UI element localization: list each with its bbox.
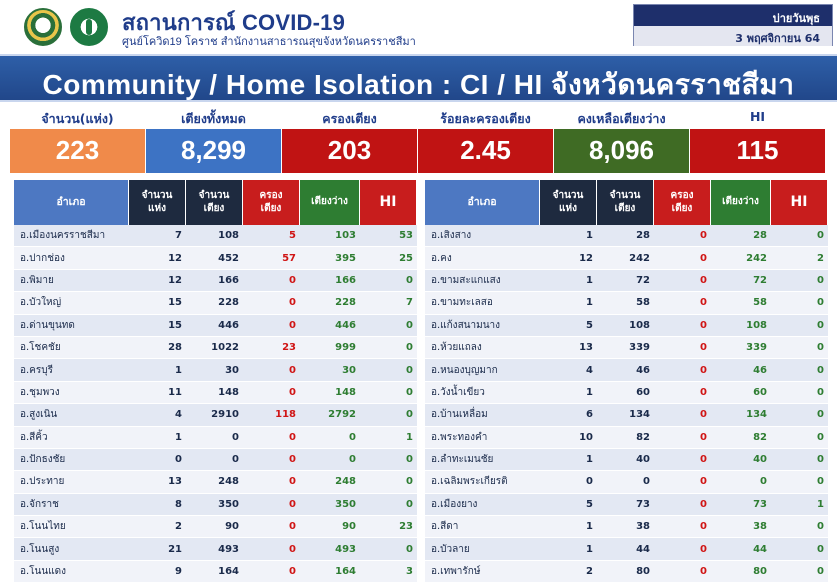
cell-hi: 0 [817, 274, 824, 286]
cell-hi: 0 [817, 454, 824, 466]
cell-hi: 0 [406, 274, 413, 286]
cell-beds: 1022 [211, 342, 239, 354]
cell-free: 60 [753, 386, 767, 398]
table-row [14, 292, 417, 314]
cell-free: 2792 [328, 409, 356, 421]
cell-sites: 28 [168, 342, 182, 354]
cell-occupied: 0 [700, 274, 707, 286]
cell-occupied: 0 [700, 521, 707, 533]
cell-district: อ.สูงเนิน [20, 409, 58, 421]
header-free: เตียงว่าง [300, 180, 360, 225]
cell-district: อ.ด่านขุนทด [20, 319, 75, 331]
cell-sites: 11 [168, 386, 182, 398]
summary-value: 8,299 [146, 129, 281, 173]
table-row [425, 471, 828, 493]
cell-hi: 0 [817, 521, 824, 533]
summary-value: 203 [282, 129, 417, 173]
summary-label: HI [690, 105, 825, 129]
table-row [14, 449, 417, 471]
cell-occupied: 0 [700, 342, 707, 354]
cell-occupied: 0 [289, 274, 296, 286]
cell-beds: 248 [218, 476, 239, 488]
header-hi: HI [360, 180, 417, 225]
cell-free: 58 [753, 297, 767, 309]
cell-beds: 44 [636, 543, 650, 555]
cell-district: อ.ประทาย [20, 476, 65, 488]
cell-occupied: 0 [700, 454, 707, 466]
cell-hi: 23 [399, 521, 413, 533]
table-row [14, 427, 417, 449]
header-hi: HI [771, 180, 828, 225]
table-row [14, 337, 417, 359]
cell-free: 0 [349, 454, 356, 466]
cell-district: อ.โชคชัย [20, 342, 61, 354]
cell-hi: 0 [817, 431, 824, 443]
table-row [425, 247, 828, 269]
table-row [425, 538, 828, 560]
table-row [425, 225, 828, 247]
cell-hi: 0 [817, 297, 824, 309]
cell-free: 108 [746, 319, 767, 331]
cell-sites: 5 [586, 319, 593, 331]
cell-district: อ.โนนไทย [20, 521, 66, 533]
table-row [425, 337, 828, 359]
cell-sites: 6 [586, 409, 593, 421]
cell-occupied: 0 [289, 386, 296, 398]
cell-beds: 46 [636, 364, 650, 376]
banner [0, 54, 837, 102]
cell-hi: 0 [817, 409, 824, 421]
cell-hi: 0 [817, 319, 824, 331]
header-beds: จำนวน เตียง [597, 180, 654, 225]
cell-beds: 0 [232, 431, 239, 443]
cell-free: 40 [753, 454, 767, 466]
cell-beds: 166 [218, 274, 239, 286]
cell-district: อ.สีดา [431, 521, 459, 533]
cell-occupied: 0 [289, 364, 296, 376]
summary-total-beds [146, 105, 281, 175]
cell-hi: 1 [406, 431, 413, 443]
cell-district: อ.ลำทะเมนชัย [431, 454, 494, 466]
summary-occupancy-percent [418, 105, 553, 175]
cell-beds: 2910 [211, 409, 239, 421]
cell-occupied: 0 [700, 319, 707, 331]
cell-beds: 350 [218, 498, 239, 510]
cell-beds: 164 [218, 566, 239, 578]
cell-sites: 1 [586, 454, 593, 466]
cell-free: 73 [753, 498, 767, 510]
cell-district: อ.บ้านเหลื่อม [431, 409, 488, 421]
cell-free: 148 [335, 386, 356, 398]
cell-hi: 0 [817, 230, 824, 242]
cell-free: 72 [753, 274, 767, 286]
cell-hi: 0 [817, 342, 824, 354]
cell-district: อ.แก้งสนามนาง [431, 319, 501, 331]
cell-occupied: 0 [700, 498, 707, 510]
cell-occupied: 0 [700, 386, 707, 398]
cell-sites: 8 [175, 498, 182, 510]
summary-label: ครองเตียง [282, 105, 417, 129]
table-row [14, 247, 417, 269]
cell-hi: 0 [406, 319, 413, 331]
cell-district: อ.โนนสูง [20, 543, 60, 555]
cell-beds: 108 [629, 319, 650, 331]
summary-label: จำนวน(แห่ง) [10, 105, 145, 129]
date-box [633, 4, 833, 46]
summary-free-beds [554, 105, 689, 175]
header-occupied: ครอง เตียง [243, 180, 300, 225]
cell-sites: 21 [168, 543, 182, 555]
cell-sites: 13 [168, 476, 182, 488]
cell-beds: 339 [629, 342, 650, 354]
cell-occupied: 23 [282, 342, 296, 354]
summary-value: 8,096 [554, 129, 689, 173]
table-row [14, 270, 417, 292]
cell-hi: 0 [817, 566, 824, 578]
cell-district: อ.เมืองยาง [431, 498, 478, 510]
cell-district: อ.จักราช [20, 498, 59, 510]
cell-sites: 13 [579, 342, 593, 354]
table-header [425, 180, 828, 225]
cell-district: อ.สีคิ้ว [20, 431, 48, 443]
cell-sites: 12 [168, 252, 182, 264]
cell-beds: 82 [636, 431, 650, 443]
cell-free: 28 [753, 230, 767, 242]
summary-value: 115 [690, 129, 825, 173]
header-district: อำเภอ [425, 180, 540, 225]
table-row [14, 538, 417, 560]
table-row [425, 516, 828, 538]
cell-district: อ.ครบุรี [20, 364, 53, 376]
cell-free: 103 [335, 230, 356, 242]
cell-free: 395 [335, 252, 356, 264]
cell-free: 46 [753, 364, 767, 376]
table-row [14, 359, 417, 381]
table-row [425, 292, 828, 314]
cell-hi: 7 [406, 297, 413, 309]
cell-occupied: 0 [700, 543, 707, 555]
public-health-logo [70, 8, 108, 46]
cell-hi: 0 [406, 409, 413, 421]
cell-district: อ.เทพารักษ์ [431, 566, 481, 578]
cell-occupied: 0 [700, 230, 707, 242]
summary-panel [10, 105, 827, 175]
cell-occupied: 0 [700, 297, 707, 309]
cell-hi: 0 [406, 476, 413, 488]
cell-beds: 228 [218, 297, 239, 309]
cell-beds: 80 [636, 566, 650, 578]
table-row [14, 561, 417, 583]
cell-district: อ.ปักธงชัย [20, 454, 66, 466]
cell-district: อ.เมืองนครราชสีมา [20, 230, 106, 242]
cell-occupied: 0 [289, 319, 296, 331]
cell-district: อ.ชุมพวง [20, 386, 60, 398]
table-body [425, 225, 828, 583]
cell-sites: 10 [579, 431, 593, 443]
cell-occupied: 0 [289, 476, 296, 488]
cell-district: อ.บัวลาย [431, 543, 470, 555]
cell-occupied: 0 [700, 409, 707, 421]
cell-district: อ.ขามทะเลสอ [431, 297, 493, 309]
table-row [14, 225, 417, 247]
summary-value: 2.45 [418, 129, 553, 173]
cell-sites: 12 [168, 274, 182, 286]
cell-free: 80 [753, 566, 767, 578]
cell-occupied: 118 [275, 409, 296, 421]
header-sites: จำนวน แห่ง [129, 180, 186, 225]
cell-free: 248 [335, 476, 356, 488]
page-subtitle: ศูนย์โควิด19 โคราช สำนักงานสาธารณสุขจังหวัดนครราชสีมา [122, 36, 416, 48]
table-row [425, 494, 828, 516]
cell-occupied: 0 [289, 543, 296, 555]
date-time-of-day: บ่ายวันพุธ [634, 5, 832, 26]
table-row [14, 471, 417, 493]
cell-sites: 4 [175, 409, 182, 421]
cell-occupied: 0 [700, 364, 707, 376]
cell-sites: 1 [175, 431, 182, 443]
cell-free: 82 [753, 431, 767, 443]
cell-beds: 30 [225, 364, 239, 376]
cell-hi: 0 [406, 342, 413, 354]
table-row [14, 494, 417, 516]
page-title: สถานการณ์ COVID-19 [122, 10, 346, 35]
cell-beds: 452 [218, 252, 239, 264]
cell-occupied: 0 [700, 431, 707, 443]
cell-beds: 134 [629, 409, 650, 421]
cell-district: อ.เฉลิมพระเกียรติ [431, 476, 508, 488]
cell-beds: 0 [643, 476, 650, 488]
table-row [425, 449, 828, 471]
cell-hi: 0 [817, 476, 824, 488]
table-row [425, 270, 828, 292]
cell-free: 446 [335, 319, 356, 331]
cell-district: อ.พระทองคำ [431, 431, 488, 443]
cell-free: 0 [349, 431, 356, 443]
cell-beds: 148 [218, 386, 239, 398]
cell-beds: 73 [636, 498, 650, 510]
cell-sites: 7 [175, 230, 182, 242]
cell-beds: 446 [218, 319, 239, 331]
cell-occupied: 0 [289, 454, 296, 466]
cell-district: อ.โนนแดง [20, 566, 67, 578]
table-row [14, 404, 417, 426]
district-table-right [425, 180, 828, 583]
cell-beds: 72 [636, 274, 650, 286]
cell-district: อ.ห้วยแถลง [431, 342, 482, 354]
cell-occupied: 0 [289, 431, 296, 443]
cell-free: 242 [746, 252, 767, 264]
cell-free: 166 [335, 274, 356, 286]
cell-beds: 58 [636, 297, 650, 309]
cell-beds: 242 [629, 252, 650, 264]
cell-sites: 9 [175, 566, 182, 578]
table-row [425, 561, 828, 583]
summary-hi [690, 105, 825, 175]
cell-occupied: 5 [289, 230, 296, 242]
cell-hi: 1 [817, 498, 824, 510]
cell-sites: 5 [586, 498, 593, 510]
cell-free: 164 [335, 566, 356, 578]
summary-occupied-beds [282, 105, 417, 175]
cell-district: อ.หนองบุญมาก [431, 364, 498, 376]
cell-occupied: 57 [282, 252, 296, 264]
cell-free: 90 [342, 521, 356, 533]
cell-sites: 2 [175, 521, 182, 533]
cell-hi: 0 [817, 364, 824, 376]
cell-free: 30 [342, 364, 356, 376]
cell-occupied: 0 [289, 498, 296, 510]
header-district: อำเภอ [14, 180, 129, 225]
header-beds: จำนวน เตียง [186, 180, 243, 225]
cell-free: 44 [753, 543, 767, 555]
header-occupied: ครอง เตียง [654, 180, 711, 225]
cell-hi: 2 [817, 252, 824, 264]
cell-sites: 0 [175, 454, 182, 466]
summary-label: ร้อยละครองเตียง [418, 105, 553, 129]
table-row [425, 427, 828, 449]
cell-free: 493 [335, 543, 356, 555]
cell-district: อ.บัวใหญ่ [20, 297, 62, 309]
cell-sites: 1 [586, 230, 593, 242]
cell-hi: 53 [399, 230, 413, 242]
cell-sites: 1 [175, 364, 182, 376]
cell-district: อ.วังน้ำเขียว [431, 386, 485, 398]
cell-district: อ.คง [431, 252, 452, 264]
cell-hi: 0 [406, 498, 413, 510]
cell-beds: 0 [232, 454, 239, 466]
cell-beds: 38 [636, 521, 650, 533]
cell-sites: 12 [579, 252, 593, 264]
cell-beds: 108 [218, 230, 239, 242]
cell-occupied: 0 [700, 566, 707, 578]
cell-hi: 0 [406, 386, 413, 398]
table-body [14, 225, 417, 583]
table-row [14, 516, 417, 538]
cell-beds: 28 [636, 230, 650, 242]
table-row [425, 315, 828, 337]
cell-district: อ.ขามสะแกแสง [431, 274, 501, 286]
cell-beds: 493 [218, 543, 239, 555]
cell-hi: 25 [399, 252, 413, 264]
cell-hi: 0 [406, 454, 413, 466]
table-row [425, 359, 828, 381]
header-free: เตียงว่าง [711, 180, 771, 225]
cell-sites: 1 [586, 521, 593, 533]
table-row [14, 382, 417, 404]
cell-free: 228 [335, 297, 356, 309]
cell-sites: 1 [586, 274, 593, 286]
cell-beds: 90 [225, 521, 239, 533]
cell-occupied: 0 [289, 566, 296, 578]
cell-beds: 60 [636, 386, 650, 398]
summary-label: เตียงทั้งหมด [146, 105, 281, 129]
cell-occupied: 0 [289, 521, 296, 533]
summary-value: 223 [10, 129, 145, 173]
cell-hi: 0 [406, 543, 413, 555]
cell-district: อ.เสิงสาง [431, 230, 472, 242]
cell-hi: 0 [406, 364, 413, 376]
cell-sites: 15 [168, 297, 182, 309]
table-row [425, 382, 828, 404]
cell-free: 339 [746, 342, 767, 354]
cell-hi: 3 [406, 566, 413, 578]
cell-sites: 1 [586, 543, 593, 555]
header [0, 0, 837, 52]
cell-sites: 1 [586, 297, 593, 309]
cell-occupied: 0 [700, 476, 707, 488]
header-sites: จำนวน แห่ง [540, 180, 597, 225]
cell-occupied: 0 [700, 252, 707, 264]
cell-free: 350 [335, 498, 356, 510]
cell-district: อ.ปากช่อง [20, 252, 65, 264]
cell-free: 0 [760, 476, 767, 488]
table-header [14, 180, 417, 225]
summary-sites [10, 105, 145, 175]
table-row [14, 315, 417, 337]
cell-district: อ.พิมาย [20, 274, 54, 286]
cell-free: 999 [335, 342, 356, 354]
district-table-left [14, 180, 417, 583]
cell-sites: 1 [586, 386, 593, 398]
cell-sites: 15 [168, 319, 182, 331]
cell-free: 134 [746, 409, 767, 421]
banner-title: Community / Home Isolation : CI / HI จังหวัดนครราชสีมา [42, 69, 795, 100]
cell-hi: 0 [817, 543, 824, 555]
cell-sites: 0 [586, 476, 593, 488]
cell-sites: 4 [586, 364, 593, 376]
summary-label: คงเหลือเตียงว่าง [554, 105, 689, 129]
cell-free: 38 [753, 521, 767, 533]
provincial-seal-logo [24, 8, 62, 46]
date-value: 3 พฤศจิกายน 64 [634, 26, 832, 46]
table-row [425, 404, 828, 426]
cell-beds: 40 [636, 454, 650, 466]
cell-occupied: 0 [289, 297, 296, 309]
cell-hi: 0 [817, 386, 824, 398]
cell-sites: 2 [586, 566, 593, 578]
